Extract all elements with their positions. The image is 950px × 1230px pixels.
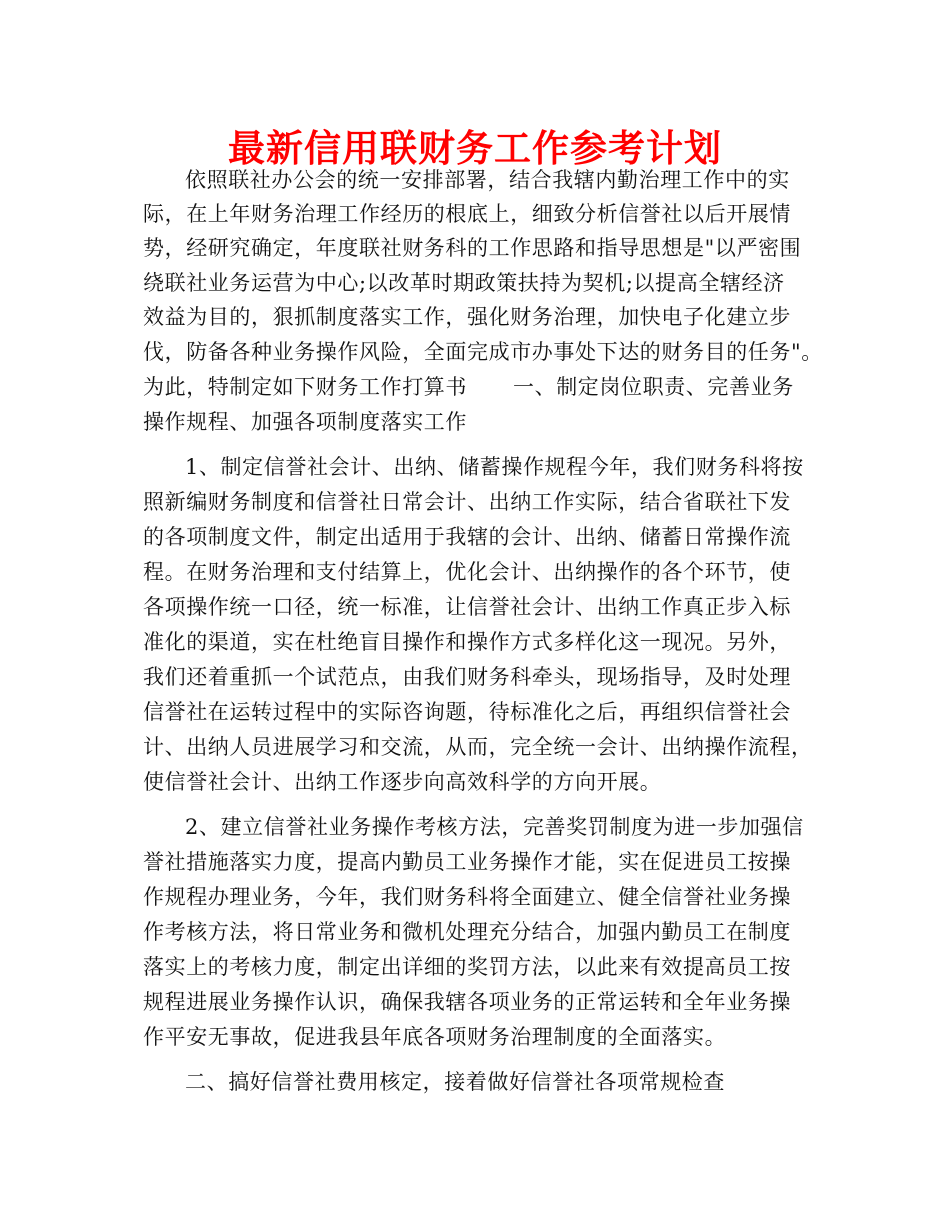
paragraph-line: 落实上的考核力度，制定出详细的奖罚方法，以此来有效提高员工按	[143, 955, 791, 979]
paragraph-line: 绕联社业务运营为中心;以改革时期政策扶持为契机;以提高全辖经济	[143, 271, 785, 295]
paragraph-line: 作平安无事故，促进我县年底各项财务治理制度的全面落实。	[143, 1025, 727, 1049]
paragraph-line: 2、建立信誉社业务操作考核方法，完善奖罚制度为进一步加强信	[185, 815, 804, 839]
section-heading-1: 一、制定岗位职责、完善业务	[513, 375, 794, 399]
paragraph-line: 使信誉社会计、出纳工作逐步向高效科学的方向开展。	[143, 770, 662, 794]
paragraph-line: 准化的渠道，实在杜绝盲目操作和操作方式多样化这一现况。另外，	[143, 630, 791, 654]
paragraph-line-with-heading	[143, 373, 823, 401]
paragraph-line: 各项操作统一口径，统一标准，让信誉社会计、出纳工作真正步入标	[143, 595, 791, 619]
paragraph-line: 誉社措施落实力度，提高内勤员工业务操作才能，实在促进员工按操	[143, 850, 791, 874]
paragraph-line: 程。在财务治理和支付结算上，优化会计、出纳操作的各个环节，使	[143, 560, 791, 584]
paragraph-line: 效益为目的，狠抓制度落实工作，强化财务治理，加快电子化建立步	[143, 305, 791, 329]
paragraph-line: 1、制定信誉社会计、出纳、储蓄操作规程今年，我们财务科将按	[185, 455, 804, 479]
paragraph-line: 作考核方法，将日常业务和微机处理充分结合，加强内勤员工在制度	[143, 920, 791, 944]
paragraph-line: 我们还着重抓一个试范点，由我们财务科牵头，现场指导，及时处理	[143, 665, 791, 689]
paragraph-line: 计、出纳人员进展学习和交流，从而，完全统一会计、出纳操作流程，	[143, 735, 813, 759]
paragraph-line: 规程进展业务操作认识，确保我辖各项业务的正常运转和全年业务操	[143, 990, 791, 1014]
paragraph-line: 势，经研究确定，年度联社财务科的工作思路和指导思想是"以严密围	[143, 236, 802, 260]
paragraph-line: 信誉社在运转过程中的实际咨询题，待标准化之后，再组织信誉社会	[143, 700, 791, 724]
paragraph-line: 依照联社办公会的统一安排部署，结合我辖内勤治理工作中的实	[185, 168, 790, 192]
paragraph-line: 作规程办理业务，今年，我们财务科将全面建立、健全信誉社业务操	[143, 885, 791, 909]
paragraph-line: 的各项制度文件，制定出适用于我辖的会计、出纳、储蓄日常操作流	[143, 525, 791, 549]
document-title: 最新信用联财务工作参考计划	[228, 127, 722, 170]
paragraph-line: 际，在上年财务治理工作经历的根底上，细致分析信誉社以后开展情	[143, 202, 791, 226]
paragraph-line: 伐，防备各种业务操作风险，全面完成市办事处下达的财务目的任务"。	[143, 340, 823, 364]
section-heading-1-cont: 操作规程、加强各项制度落实工作	[143, 410, 467, 434]
section-heading-2: 二、搞好信誉社费用核定，接着做好信誉社各项常规检查	[185, 1070, 725, 1094]
paragraph-text: 为此，特制定如下财务工作打算书	[143, 375, 467, 399]
paragraph-line: 照新编财务制度和信誉社日常会计、出纳工作实际，结合省联社下发	[143, 490, 791, 514]
